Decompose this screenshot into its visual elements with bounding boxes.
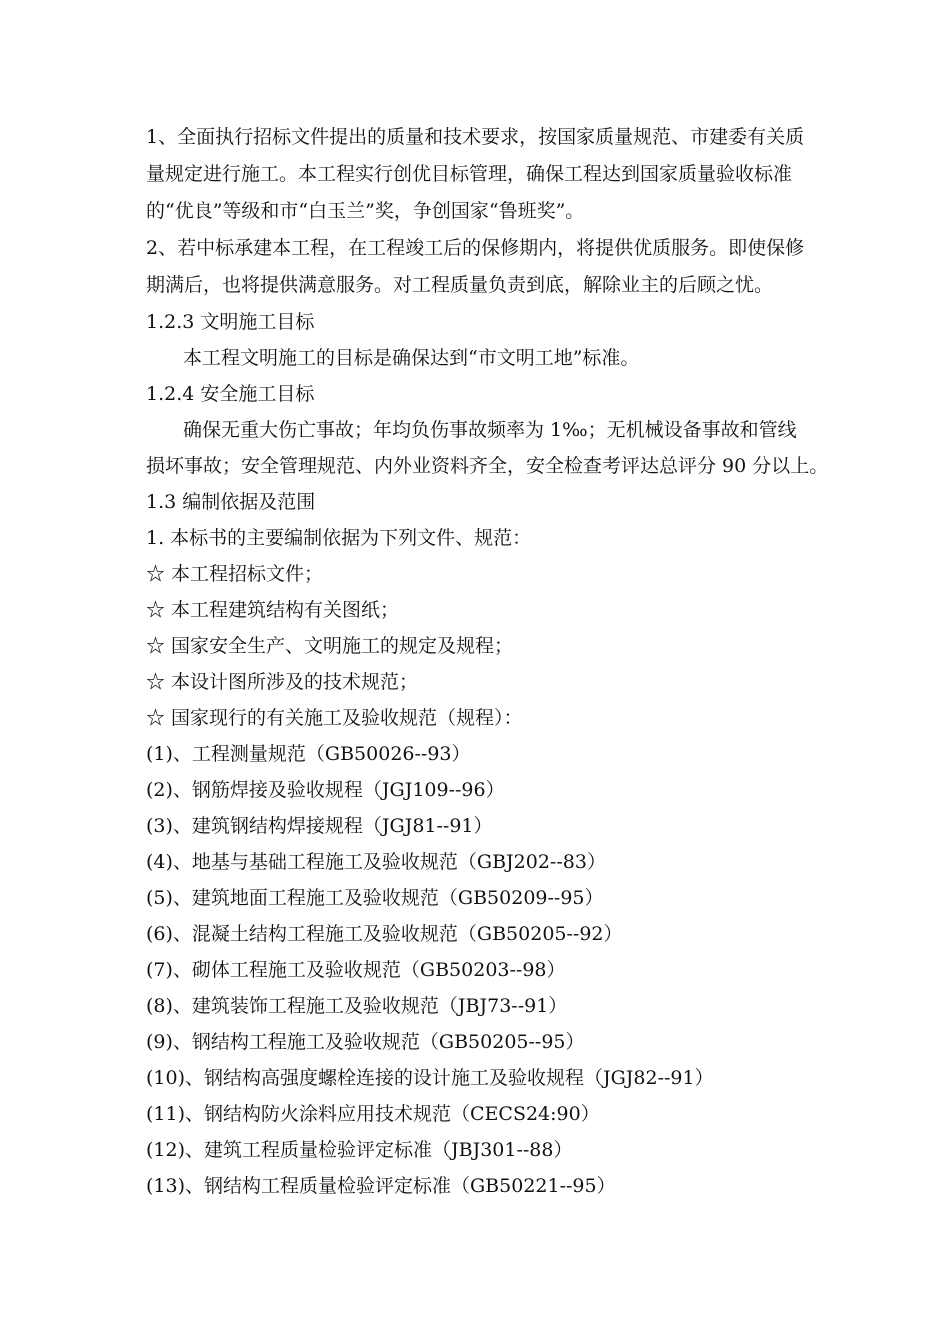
section-heading: 1.3 编制依据及范围 — [146, 491, 316, 513]
list-item: (8)、建筑装饰工程施工及验收规范（JBJ73--91） — [146, 995, 568, 1017]
list-item: ☆ 本工程建筑结构有关图纸； — [146, 599, 400, 621]
list-item: ☆ 本工程招标文件； — [146, 563, 324, 585]
text-line: 1. 本标书的主要编制依据为下列文件、规范： — [146, 527, 532, 549]
list-item: (13)、钢结构工程质量检验评定标准（GB50221--95） — [146, 1175, 616, 1197]
text-line: 损坏事故；安全管理规范、内外业资料齐全，安全检查考评达总评分 90 分以上。 — [146, 455, 829, 477]
text-line: 1、全面执行招标文件提出的质量和技术要求，按国家质量规范、市建委有关质 — [146, 126, 805, 148]
list-item: (6)、混凝土结构工程施工及验收规范（GB50205--92） — [146, 923, 623, 945]
list-item: (7)、砌体工程施工及验收规范（GB50203--98） — [146, 959, 566, 981]
list-item: (5)、建筑地面工程施工及验收规范（GB50209--95） — [146, 887, 604, 909]
list-item: (10)、钢结构高强度螺栓连接的设计施工及验收规程（JGJ82--91） — [146, 1067, 714, 1089]
list-item: (1)、工程测量规范（GB50026--93） — [146, 743, 471, 765]
text-line: 2、若中标承建本工程，在工程竣工后的保修期内，将提供优质服务。即使保修 — [146, 237, 805, 259]
section-heading: 1.2.3 文明施工目标 — [146, 311, 315, 333]
list-item: ☆ 国家安全生产、文明施工的规定及规程； — [146, 635, 514, 657]
list-item: (4)、地基与基础工程施工及验收规范（GBJ202--83） — [146, 851, 606, 873]
list-item: (2)、钢筋焊接及验收规程（JGJ109--96） — [146, 779, 505, 801]
text-line: 的“优良”等级和市“白玉兰”奖，争创国家“鲁班奖”。 — [146, 200, 585, 222]
list-item: (12)、建筑工程质量检验评定标准（JBJ301--88） — [146, 1139, 573, 1161]
text-line: 量规定进行施工。本工程实行创优目标管理，确保工程达到国家质量验收标准 — [146, 163, 793, 185]
list-item: ☆ 国家现行的有关施工及验收规范（规程）： — [146, 707, 523, 729]
list-item: ☆ 本设计图所涉及的技术规范； — [146, 671, 419, 693]
section-heading: 1.2.4 安全施工目标 — [146, 383, 315, 405]
text-line: 期满后，也将提供满意服务。对工程质量负责到底，解除业主的后顾之忧。 — [146, 274, 774, 296]
text-line: 本工程文明施工的目标是确保达到“市文明工地”标准。 — [183, 347, 640, 369]
text-line: 确保无重大伤亡事故；年均负伤事故频率为 1‰；无机械设备事故和管线 — [183, 419, 797, 441]
list-item: (11)、钢结构防火涂料应用技术规范（CECS24:90） — [146, 1103, 600, 1125]
list-item: (3)、建筑钢结构焊接规程（JGJ81--91） — [146, 815, 493, 837]
list-item: (9)、钢结构工程施工及验收规范（GB50205--95） — [146, 1031, 585, 1053]
